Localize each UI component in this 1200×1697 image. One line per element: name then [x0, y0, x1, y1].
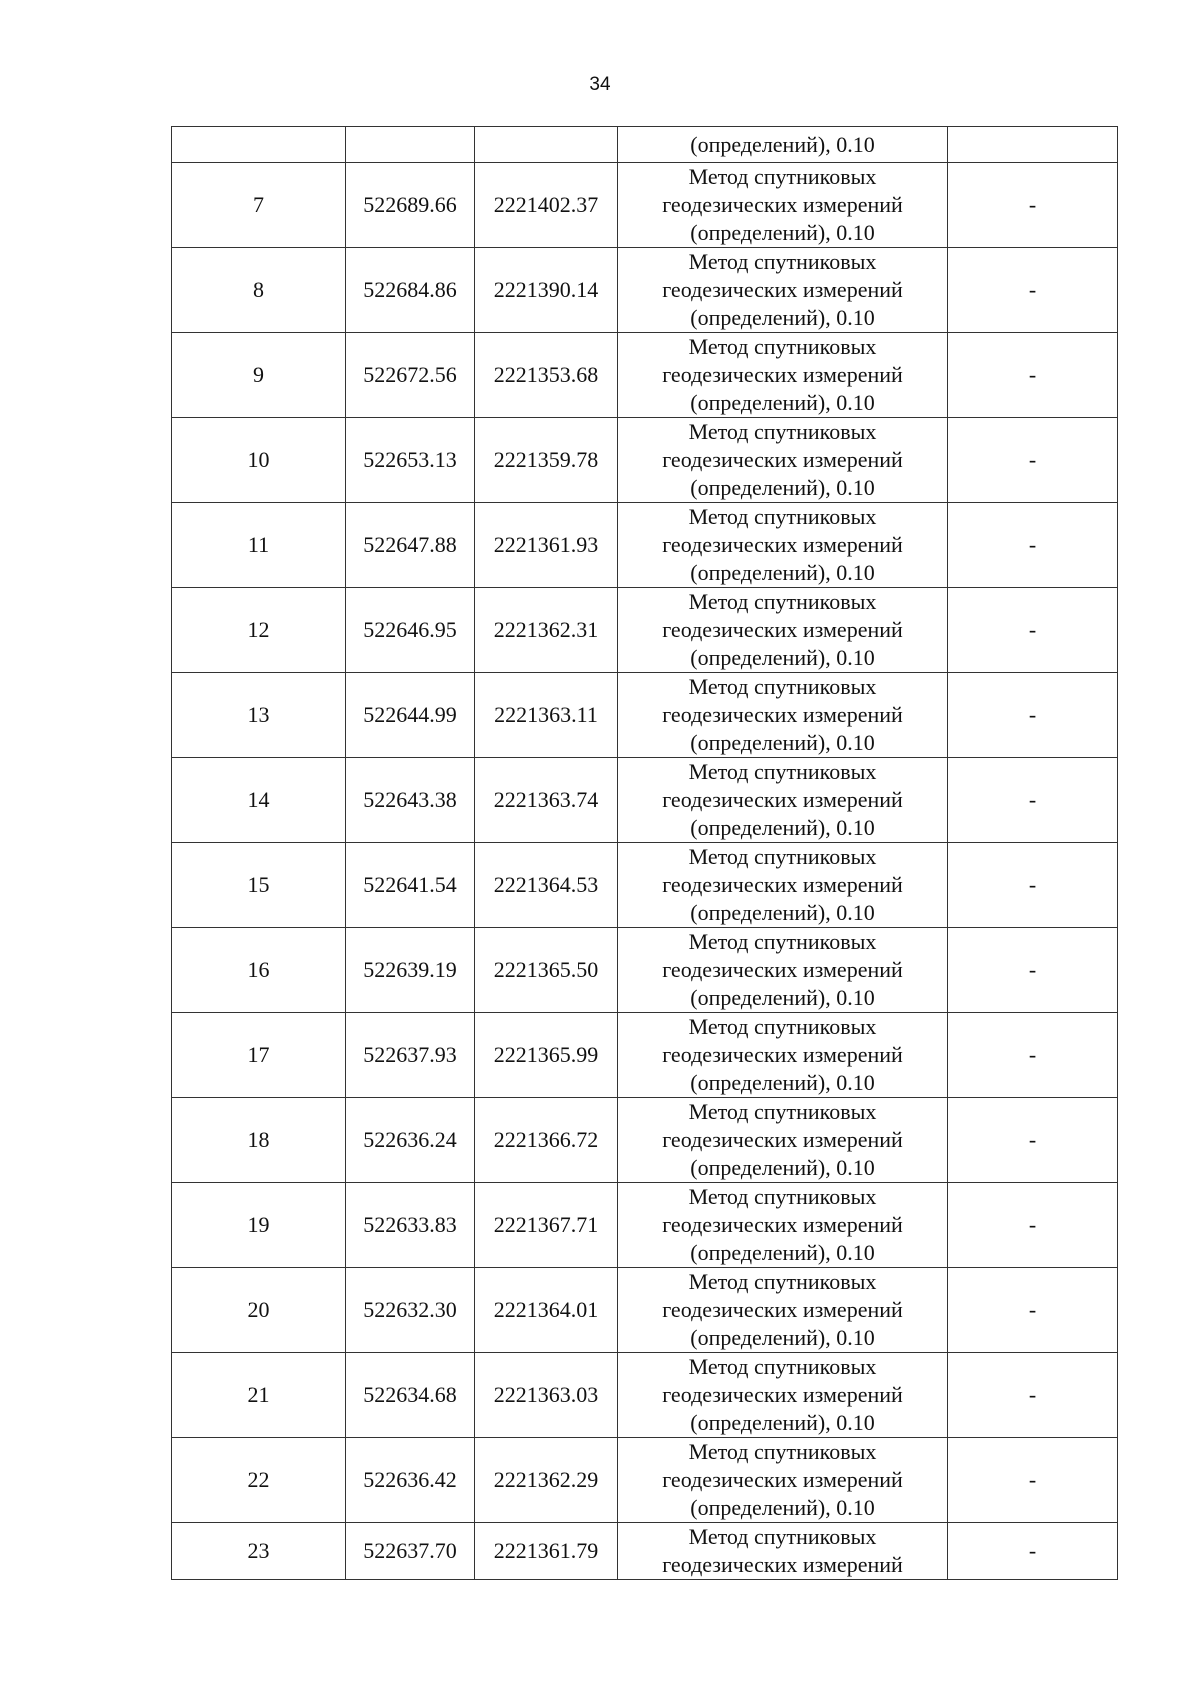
method-line-1: Метод спутниковых [688, 1099, 877, 1124]
method-line-1: Метод спутниковых [688, 1524, 877, 1549]
coordinates-table [171, 126, 1118, 1580]
method-line-3: (определений), 0.10 [690, 900, 875, 925]
table-row [172, 928, 1118, 1013]
table-row [172, 1183, 1118, 1268]
method-line-3: (определений), 0.10 [690, 1410, 875, 1435]
method-cell [618, 1098, 948, 1183]
table-row-continued [172, 127, 1118, 163]
method-line-1: Метод спутниковых [688, 1014, 877, 1039]
method-line-1: Метод спутниковых [688, 1269, 877, 1294]
table-row [172, 503, 1118, 588]
point-number-cell [172, 127, 346, 163]
method-cell [618, 418, 948, 503]
point-number-cell: 20 [172, 1268, 346, 1353]
y-coordinate-cell [475, 127, 618, 163]
y-coordinate-cell: 2221353.68 [475, 333, 618, 418]
method-line-2: геодезических измерений [662, 1297, 903, 1322]
note-cell: - [948, 1098, 1118, 1183]
method-line-2: геодезических измерений [662, 957, 903, 982]
method-line-3: (определений), 0.10 [690, 220, 875, 245]
note-cell: - [948, 1438, 1118, 1523]
note-cell: - [948, 1523, 1118, 1580]
table-row [172, 1098, 1118, 1183]
x-coordinate-cell: 522684.86 [346, 248, 475, 333]
x-coordinate-cell: 522639.19 [346, 928, 475, 1013]
method-cell [618, 163, 948, 248]
note-cell: - [948, 758, 1118, 843]
method-line-2: геодезических измерений [662, 362, 903, 387]
note-cell: - [948, 1353, 1118, 1438]
method-cell [618, 843, 948, 928]
method-cell [618, 1013, 948, 1098]
point-number-cell: 15 [172, 843, 346, 928]
method-line-3: (определений), 0.10 [690, 1240, 875, 1265]
method-line-3: (определений), 0.10 [690, 305, 875, 330]
x-coordinate-cell: 522634.68 [346, 1353, 475, 1438]
point-number-cell: 10 [172, 418, 346, 503]
page-number: 34 [589, 74, 611, 95]
point-number-cell: 19 [172, 1183, 346, 1268]
method-line-2: геодезических измерений [662, 1552, 903, 1577]
method-line-2: геодезических измерений [662, 787, 903, 812]
point-number-cell: 8 [172, 248, 346, 333]
point-number-cell: 12 [172, 588, 346, 673]
method-line-2: геодезических измерений [662, 277, 903, 302]
point-number-cell: 13 [172, 673, 346, 758]
method-line-2: геодезических измерений [662, 1212, 903, 1237]
note-cell: - [948, 673, 1118, 758]
y-coordinate-cell: 2221365.50 [475, 928, 618, 1013]
method-cell [618, 1183, 948, 1268]
y-coordinate-cell: 2221359.78 [475, 418, 618, 503]
x-coordinate-cell [346, 127, 475, 163]
method-line-3: (определений), 0.10 [690, 730, 875, 755]
method-cell [618, 588, 948, 673]
note-cell: - [948, 1268, 1118, 1353]
note-cell: - [948, 248, 1118, 333]
point-number-cell: 18 [172, 1098, 346, 1183]
x-coordinate-cell: 522689.66 [346, 163, 475, 248]
x-coordinate-cell: 522633.83 [346, 1183, 475, 1268]
x-coordinate-cell: 522672.56 [346, 333, 475, 418]
method-line-3: (определений), 0.10 [690, 985, 875, 1010]
method-line-1: Метод спутниковых [688, 164, 877, 189]
x-coordinate-cell: 522636.42 [346, 1438, 475, 1523]
method-line-3: (определений), 0.10 [690, 560, 875, 585]
point-number-cell: 11 [172, 503, 346, 588]
y-coordinate-cell: 2221390.14 [475, 248, 618, 333]
method-line-1: Метод спутниковых [688, 759, 877, 784]
note-cell [948, 127, 1118, 163]
x-coordinate-cell: 522653.13 [346, 418, 475, 503]
method-line-1: Метод спутниковых [688, 589, 877, 614]
method-line-1: Метод спутниковых [688, 249, 877, 274]
y-coordinate-cell: 2221363.74 [475, 758, 618, 843]
y-coordinate-cell: 2221367.71 [475, 1183, 618, 1268]
table-row [172, 588, 1118, 673]
y-coordinate-cell: 2221362.29 [475, 1438, 618, 1523]
table-row [172, 333, 1118, 418]
method-line-3: (определений), 0.10 [690, 1155, 875, 1180]
x-coordinate-cell: 522647.88 [346, 503, 475, 588]
method-cell [618, 928, 948, 1013]
method-line-3: (определений), 0.10 [690, 475, 875, 500]
method-cell [618, 503, 948, 588]
table-row [172, 418, 1118, 503]
x-coordinate-cell: 522644.99 [346, 673, 475, 758]
point-number-cell: 21 [172, 1353, 346, 1438]
method-line-2: геодезических измерений [662, 532, 903, 557]
method-cell [618, 673, 948, 758]
method-cell [618, 248, 948, 333]
point-number-cell: 17 [172, 1013, 346, 1098]
method-line-1: Метод спутниковых [688, 504, 877, 529]
table-row [172, 163, 1118, 248]
table-row [172, 758, 1118, 843]
x-coordinate-cell: 522636.24 [346, 1098, 475, 1183]
y-coordinate-cell: 2221361.79 [475, 1523, 618, 1580]
method-line-2: геодезических измерений [662, 702, 903, 727]
note-cell: - [948, 1183, 1118, 1268]
note-cell: - [948, 418, 1118, 503]
method-line-1: Метод спутниковых [688, 844, 877, 869]
point-number-cell: 14 [172, 758, 346, 843]
method-line-1: Метод спутниковых [688, 1354, 877, 1379]
method-cell [618, 1523, 948, 1580]
table-row [172, 1268, 1118, 1353]
note-cell: - [948, 333, 1118, 418]
method-line-3: (определений), 0.10 [690, 131, 875, 157]
x-coordinate-cell: 522641.54 [346, 843, 475, 928]
x-coordinate-cell: 522646.95 [346, 588, 475, 673]
table-row [172, 843, 1118, 928]
point-number-cell: 7 [172, 163, 346, 248]
point-number-cell: 22 [172, 1438, 346, 1523]
method-line-1: Метод спутниковых [688, 674, 877, 699]
y-coordinate-cell: 2221364.01 [475, 1268, 618, 1353]
point-number-cell: 23 [172, 1523, 346, 1580]
table-row [172, 1523, 1118, 1580]
method-line-1: Метод спутниковых [688, 419, 877, 444]
method-line-2: геодезических измерений [662, 1042, 903, 1067]
point-number-cell: 16 [172, 928, 346, 1013]
method-line-3: (определений), 0.10 [690, 815, 875, 840]
table-row [172, 248, 1118, 333]
method-cell [618, 758, 948, 843]
method-line-2: геодезических измерений [662, 872, 903, 897]
method-line-2: геодезических измерений [662, 617, 903, 642]
method-cell [618, 333, 948, 418]
y-coordinate-cell: 2221402.37 [475, 163, 618, 248]
method-line-1: Метод спутниковых [688, 1184, 877, 1209]
note-cell: - [948, 588, 1118, 673]
method-cell [618, 1438, 948, 1523]
method-line-3: (определений), 0.10 [690, 390, 875, 415]
y-coordinate-cell: 2221363.11 [475, 673, 618, 758]
method-line-3: (определений), 0.10 [690, 1325, 875, 1350]
y-coordinate-cell: 2221362.31 [475, 588, 618, 673]
table-row [172, 1438, 1118, 1523]
method-line-1: Метод спутниковых [688, 929, 877, 954]
y-coordinate-cell: 2221363.03 [475, 1353, 618, 1438]
table-row [172, 1013, 1118, 1098]
y-coordinate-cell: 2221366.72 [475, 1098, 618, 1183]
point-number-cell: 9 [172, 333, 346, 418]
note-cell: - [948, 163, 1118, 248]
x-coordinate-cell: 522637.93 [346, 1013, 475, 1098]
method-line-1: Метод спутниковых [688, 334, 877, 359]
method-line-1: Метод спутниковых [688, 1439, 877, 1464]
method-line-2: геодезических измерений [662, 1127, 903, 1152]
x-coordinate-cell: 522643.38 [346, 758, 475, 843]
y-coordinate-cell: 2221364.53 [475, 843, 618, 928]
method-line-2: геодезических измерений [662, 1467, 903, 1492]
method-cell [618, 1353, 948, 1438]
method-line-2: геодезических измерений [662, 447, 903, 472]
method-line-3: (определений), 0.10 [690, 1070, 875, 1095]
note-cell: - [948, 1013, 1118, 1098]
y-coordinate-cell: 2221361.93 [475, 503, 618, 588]
table-row [172, 673, 1118, 758]
y-coordinate-cell: 2221365.99 [475, 1013, 618, 1098]
method-cell [618, 127, 948, 163]
x-coordinate-cell: 522632.30 [346, 1268, 475, 1353]
note-cell: - [948, 843, 1118, 928]
note-cell: - [948, 928, 1118, 1013]
note-cell: - [948, 503, 1118, 588]
method-line-3: (определений), 0.10 [690, 1495, 875, 1520]
method-line-2: геодезических измерений [662, 192, 903, 217]
method-cell [618, 1268, 948, 1353]
table-row [172, 1353, 1118, 1438]
x-coordinate-cell: 522637.70 [346, 1523, 475, 1580]
method-line-2: геодезических измерений [662, 1382, 903, 1407]
method-line-3: (определений), 0.10 [690, 645, 875, 670]
